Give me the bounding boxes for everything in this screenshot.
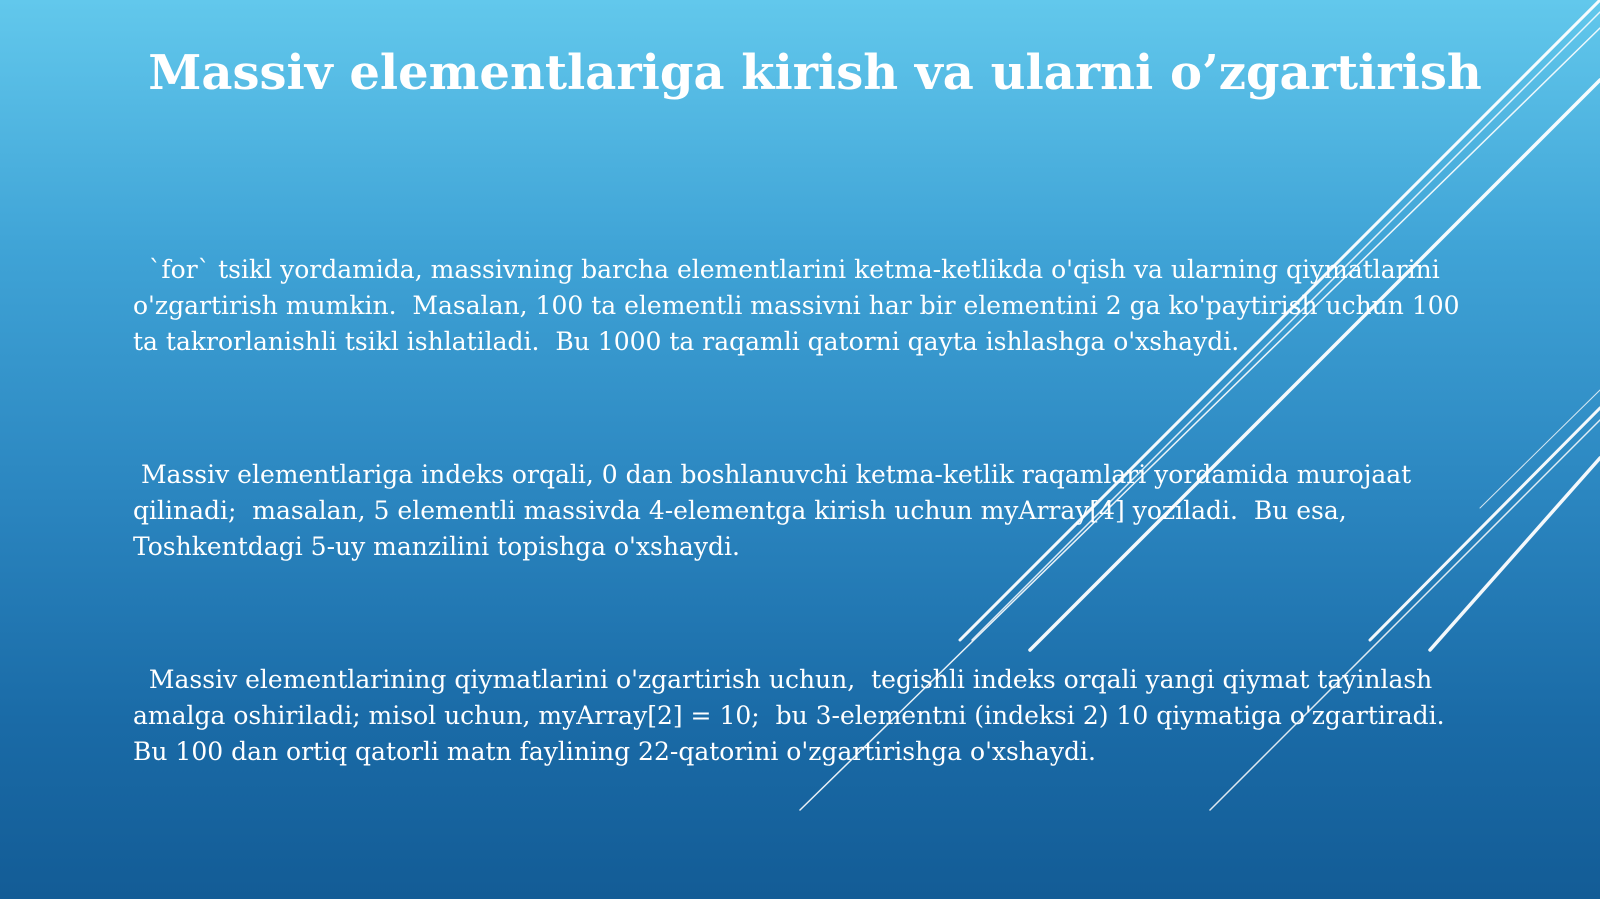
paragraph-for-loop: `for` tsikl yordamida, massivning barcha elementlarini ketma-ketlikda o'qish va ularning qiymatlarini o'zgartirish mumkin. Masalan, 100 ta elementli massivni har bir elementini 2 ga ko'paytirish uchun 100 ta takrorlanishli tsikl ishlatiladi. Bu 1000 ta raqamli qatorni qayta ishlashga o'xshaydi. <box>133 255 1468 356</box>
paragraph-index-access: Massiv elementlariga indeks orqali, 0 dan boshlanuvchi ketma-ketlik raqamlari yordamida murojaat qilinadi; masalan, 5 elementli massivda 4-elementga kirish uchun myArray[4] yoziladi. Bu esa, Toshkentdagi 5-uy manzilini topishga o'xshaydi. <box>133 460 1420 561</box>
deco-line <box>1480 390 1600 508</box>
paragraph-value-modification: Massiv elementlarining qiymatlarini o'zgartirish uchun, tegishli indeks orqali yangi qiymat tayinlash amalga oshiriladi; misol uchun, myArray[2] = 10; bu 3-elementni (indeksi 2) 10 qiymatiga o'zgartiradi. Bu 100 dan ortiq qatorli matn faylining 22-qatorini o'zgartirishga o'xshaydi. <box>133 665 1461 766</box>
slide-title: Massiv elementlariga kirish va ularni o’zgartirish <box>148 45 1482 101</box>
